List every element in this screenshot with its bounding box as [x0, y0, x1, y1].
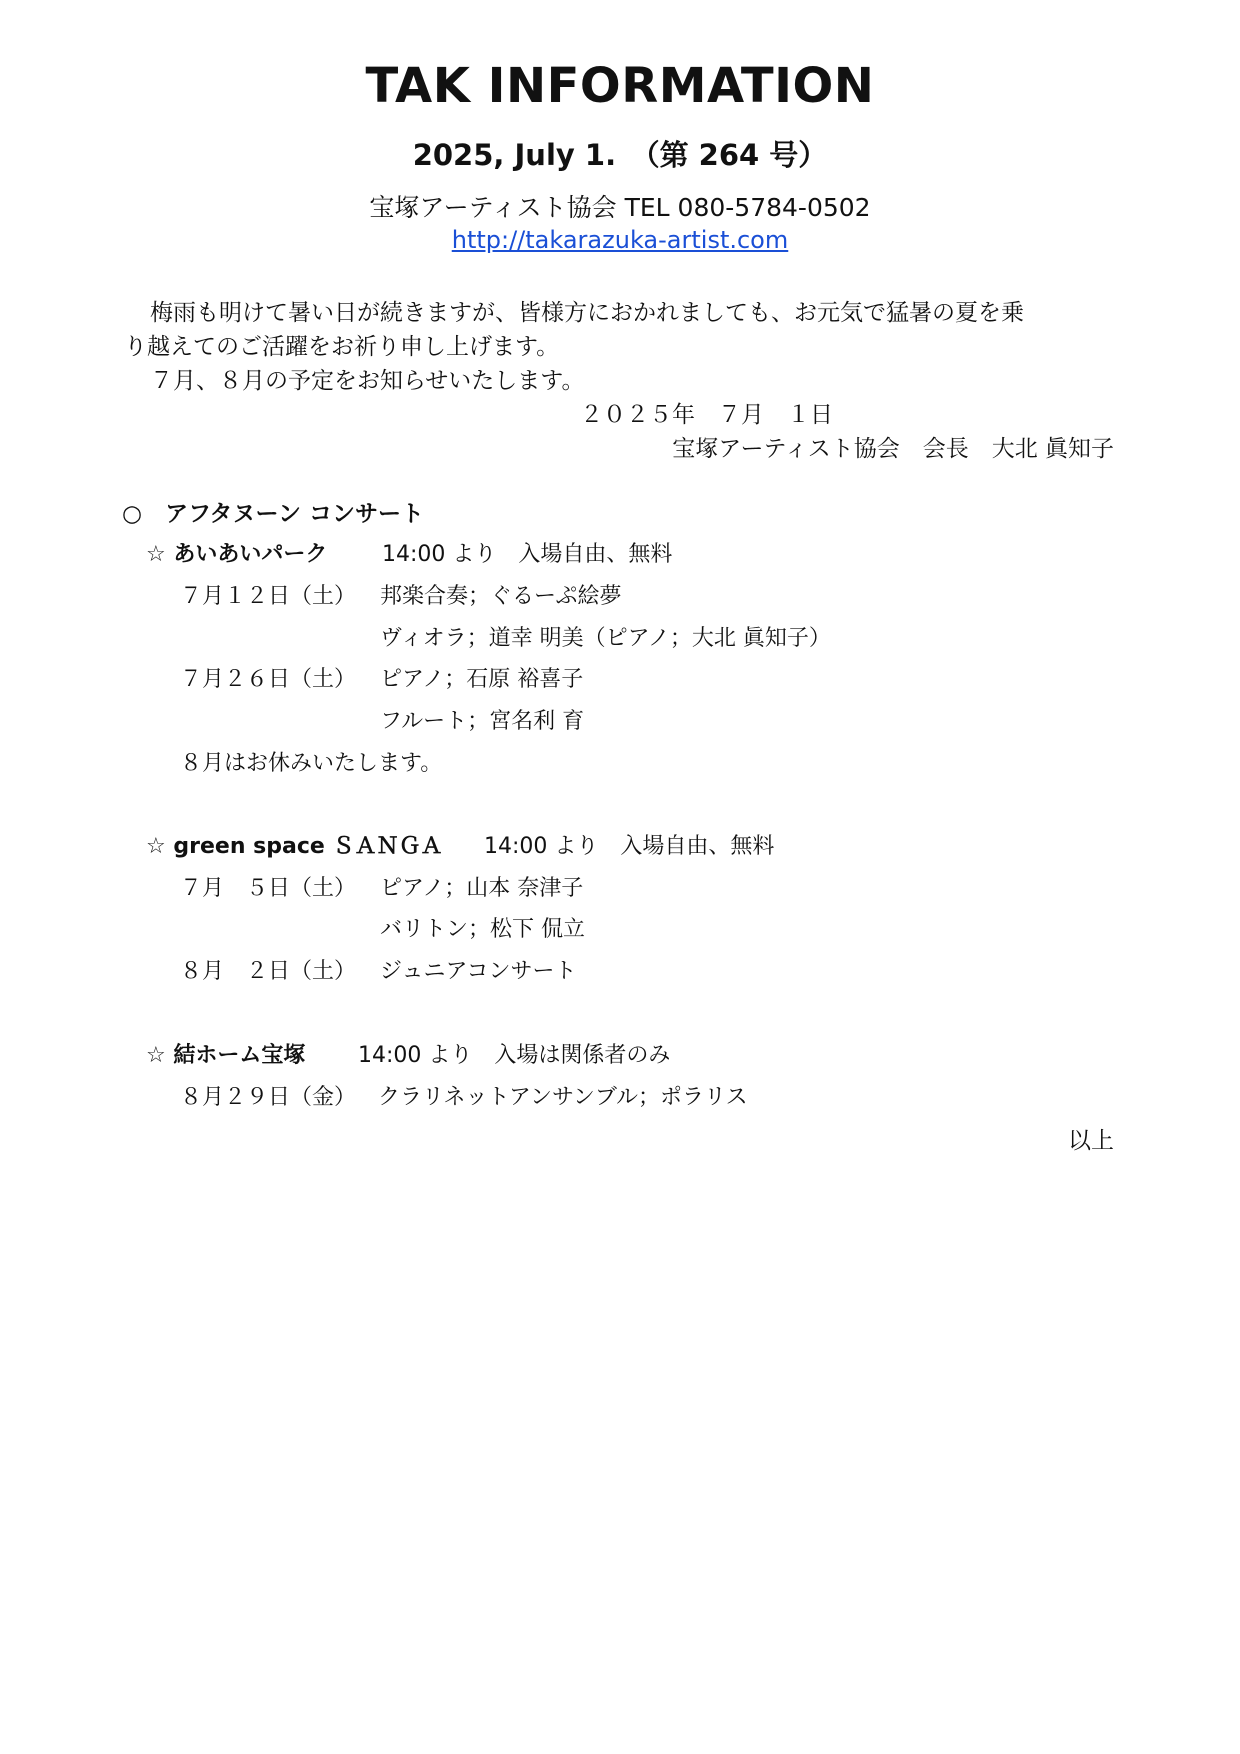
- entry-performer: ピアノ；石原 裕喜子: [380, 667, 584, 692]
- entry-performer: ジュニアコンサート: [380, 959, 577, 984]
- letter-date: ２０２５年 ７月 １日: [580, 402, 833, 428]
- venue-name: ☆ あいあいパーク: [146, 542, 328, 567]
- venue-info: 14:00 より 入場は関係者のみ: [358, 1043, 671, 1068]
- entry-date: ８月 ２日（土）: [180, 959, 357, 984]
- entry-performer: バリトン；松下 侃立: [380, 917, 585, 942]
- venue-note: ８月はお休みいたします。: [180, 751, 443, 776]
- signature: 宝塚アーティスト協会 会長 大北 眞知子: [672, 436, 1114, 462]
- website-link[interactable]: http://takarazuka-artist.com: [451, 226, 789, 254]
- greeting-line-2: り越えてのご活躍をお祈り申し上げます。: [124, 334, 560, 360]
- entry-date: ７月１２日（土）: [180, 584, 357, 609]
- closing-mark: 以上: [1068, 1128, 1114, 1154]
- issue-date: 2025, July 1. （第 264 号）: [412, 138, 828, 172]
- entry-date: ８月２９日（金）: [180, 1085, 357, 1110]
- organization-contact: 宝塚アーティスト協会 TEL 080-5784-0502: [369, 193, 871, 222]
- venue-name: ☆ green space ＳＡＮＧＡ: [146, 834, 443, 859]
- website-link-wrapper: [0, 226, 1240, 254]
- entry-date: ７月２６日（土）: [180, 667, 357, 692]
- entry-performer: フルート；宮名利 育: [380, 709, 585, 734]
- greeting-line-1: 梅雨も明けて暑い日が続きますが、皆様方におかれましても、お元気で猛暑の夏を乗: [150, 300, 1024, 326]
- greeting-line-3: ７月、８月の予定をお知らせいたします。: [150, 368, 585, 394]
- document-title: TAK INFORMATION: [365, 58, 875, 114]
- entry-date: ７月 ５日（土）: [180, 876, 357, 901]
- venue-name: ☆ 結ホーム宝塚: [146, 1043, 306, 1068]
- venue-info: 14:00 より 入場自由、無料: [484, 834, 775, 859]
- entry-performer: ヴィオラ；道幸 明美（ピアノ；大北 眞知子）: [380, 626, 831, 651]
- entry-performer: 邦楽合奏；ぐるーぷ絵夢: [380, 584, 622, 609]
- section-heading: ○ アフタヌーン コンサート: [122, 501, 425, 527]
- entry-performer: ピアノ；山本 奈津子: [380, 876, 584, 901]
- venue-info: 14:00 より 入場自由、無料: [382, 542, 673, 567]
- entry-performer: クラリネットアンサンブル；ポラリス: [378, 1085, 748, 1110]
